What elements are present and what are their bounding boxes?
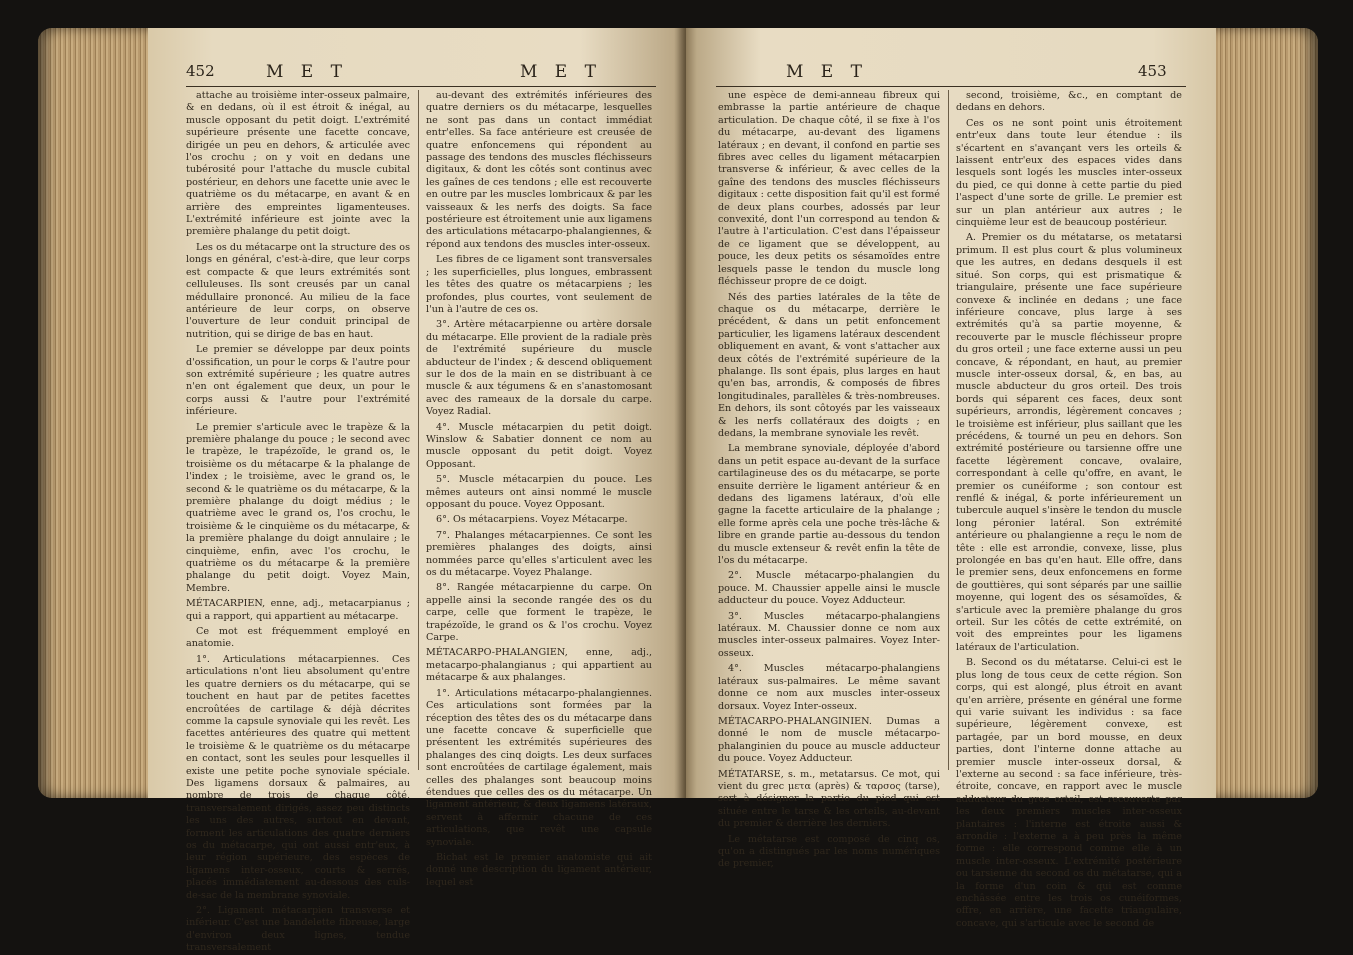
paragraph: Le métatarse est composé de cinq os, qu'on a distingués par les noms numériques de premier, [718,833,940,870]
left-page-edges [38,28,158,798]
right-column-1 [718,90,940,870]
column-rule-left [418,90,419,770]
paragraph: MÉTATARSE, s. m., metatarsus. Ce mot, qui vient du grec μετα (après) & ταρσος (tarse), sert à désigner la partie du pied qui est située entre le tarse & les orteils, au-devant du premier & derrière les derniers. [718,768,940,830]
paragraph: attache au troisième inter-osseux palmaire, & en dedans, où il est étroit & inégal, au muscle opposant du petit doigt. L'extrémité supérieure présente une facette concave, dirigée un peu en dehors, & articulée avec l'os crochu ; on y voit en dedans une tubérosité pour l'attache du muscle cubital postérieur, en dehors une facette unie avec le quatrième os du métacarpe, en avant & en arrière des empreintes ligamenteuses. L'extrémité inférieure est jointe avec la première phalange du petit doigt. [186,90,410,238]
paragraph: Bichat est le premier anatomiste qui ait donné une description du ligament antérieur, lequel est [426,851,652,888]
paragraph: 2°. Muscle métacarpo-phalangien du pouce. M. Chaussier appelle ainsi le muscle adducteur du pouce. Voyez Adducteur. [718,570,940,607]
column-rule-right [948,90,949,770]
paragraph: A. Premier os du métatarse, os metatarsi primum. Il est plus court & plus volumineux que les autres, en dedans desquels il est situé. Son corps, qui est prismatique & triangulaire, présente une face supérieure convexe & inclinée en dedans ; une face inférieure concave, plus large à ses extrémités qu'à sa partie moyenne, & recouverte par le muscle fléchisseur propre du gros orteil ; une face externe aussi un peu concave, & répondant, en haut, au premier muscle inter-osseux dorsal, &, en bas, au muscle abducteur du gros orteil. Des trois bords qui séparent ces faces, deux sont supérieurs, arrondis, légèrement concaves ; le troisième est inférieur, plus saillant que les précédens, & tourné un peu en dehors. Son extrémité postérieure ou tarsienne offre une facette légèrement concave, ovalaire, correspondant à celle qu'offre, en avant, le premier os cunéiforme ; son contour est renflé & inégal, & porte inférieurement un tubercule auquel s'insère le tendon du muscle long péronier latéral. Son extrémité antérieure ou phalangienne a reçu le nom de tête : elle est arrondie, convexe, lisse, plus prolongée en bas qu'en haut. Elle offre, dans le premier sens, deux enfoncemens en forme de gouttières, qui sont séparés par une saillie moyenne, qui logent des os sésamoïdes, & s'articule avec la première phalange du gros orteil. Sur les côtés de cette extrémité, on voit des empreintes pour les ligamens latéraux de l'articulation. [956,232,1182,653]
paragraph: 8°. Rangée métacarpienne du carpe. On appelle ainsi la seconde rangée des os du carpe, celle que forment le trapèze, le trapézoïde, le grand os & l'os crochu. Voyez Carpe. [426,582,652,644]
paragraph: 6°. Os métacarpiens. Voyez Métacarpe. [436,514,628,526]
paragraph: 4°. Muscle métacarpien du petit doigt. Winslow & Sabatier donnent ce nom au muscle opposant du petit doigt. Voyez Opposant. [426,421,652,470]
paragraph: 1°. Articulations métacarpo-phalangiennes. Ces articulations sont formées par la réception des têtes des os du métacarpe dans une facette concave & superficielle que présentent les extrémités supérieures des phalanges des cinq doigts. Les deux surfaces sont encroûtées de cartilage également, mais celles des phalanges sont beaucoup moins étendues que celles des os du métacarpe. Un ligament antérieur, & deux ligamens latéraux, servent à affermir chacune de ces articulations, que revêt une capsule synoviale. [426,687,652,848]
paragraph: MÉTACARPO-PHALANGIEN, enne, adj., metacarpo-phalangianus ; qui appartient au métacarpe & aux phalanges. [426,647,652,684]
right-page [686,28,1216,929]
paragraph: 7°. Phalanges métacarpiennes. Ce sont les premières phalanges des doigts, ainsi nommées parce qu'elles s'articulent avec les os du métacarpe. Voyez Phalange. [426,529,652,579]
paragraph: 4°. Muscles métacarpo-phalangiens latéraux sus-palmaires. Le même savant donne ce nom aux muscles inter-osseux dorsaux. Voyez Inter-osseux. [718,663,940,712]
page-number-left: 452 [186,62,215,80]
paragraph: Ce mot est fréquemment employé en anatomie. [186,626,410,650]
paragraph: Les fibres de ce ligament sont transversales ; les superficielles, plus longues, embrassent les têtes des quatre os métacarpiens ; les profondes, plus courtes, vont seulement de l'un à l'autre de ces os. [426,254,652,315]
paragraph: second, troisième, &c., en comptant de dedans en dehors. [956,90,1182,114]
running-header-right: M E T [786,62,868,82]
paragraph: au-devant des extrémités inférieures des quatre derniers os du métacarpe, lesquelles ne sont pas dans un contact immédiat entr'elles. Sa face antérieure est creusée de quatre enfoncemens qui répondent au passage des tendons des muscles fléchisseurs digitaux, & dont les côtés sont continus avec les gaînes de ces tendons ; elle est recouverte en outre par les muscles lombricaux & par les vaisseaux & les nerfs des doigts. Sa face postérieure est étroitement unie aux ligamens des articulations métacarpo-phalangiennes, & répond aux tendons des muscles inter-osseux. [426,90,652,250]
paragraph: 1°. Articulations métacarpiennes. Ces articulations n'ont lieu absolument qu'entre les quatre derniers os du métacarpe, qui se touchent en haut par de petites facettes encroûtées de cartilage & déjà décrites comme la capsule synoviale qui les revêt. Les facettes antérieures des quatre qui mettent le troisième & le quatrième os du métacarpe en contact, sont les seules pour lesquelles il existe une petite poche synoviale spéciale. Des ligamens dorsaux & palmaires, au nombre de trois de chaque côté, transversalement dirigés, assez peu distincts les uns des autres, surtout en devant, forment les articulations des quatre derniers os du métacarpe, qui ont aussi entr'eux, à leur région supérieure, des espèces de ligamens inter-osseux, courts & serrés, placés immédiatement au-dessous des culs-de-sac de la membrane synoviale. [186,653,410,901]
paragraph: Le premier s'articule avec le trapèze & la première phalange du pouce ; le second avec le trapèze, le trapézoïde, le grand os, le troisième os du métacarpe & la phalange de l'index ; le troisième, avec le grand os, le second & le quatrième os du métacarpe, & la première phalange du doigt médius ; le quatrième avec le grand os, l'os crochu, le troisième & le cinquième os du métacarpe, & la première phalange du doigt annulaire ; le cinquième, enfin, avec l'os crochu, le quatrième os du métacarpe & la première phalange du petit doigt. Voyez Main, Membre. [186,421,410,594]
open-book [38,18,1318,954]
paragraph: Le premier se développe par deux points d'ossification, un pour le corps & l'autre pour son extrémité supérieure ; les quatre autres n'en ont également que deux, un pour le corps aussi & l'autre pour l'extrémité inférieure. [186,344,410,418]
left-page [148,28,688,954]
paragraph: Ces os ne sont point unis étroitement entr'eux dans toute leur étendue : ils s'écartent en s'avançant vers les orteils & laissent entr'eux des espaces vides dans lesquels sont logés les muscles inter-osseux du pied, ce qui donne à cette partie du pied l'aspect d'une sorte de grille. Le premier est sur un plan antérieur aux autres ; le cinquième leur est de beaucoup postérieur. [956,117,1182,229]
header-rule-left [186,86,656,87]
left-column-2 [426,90,652,888]
paragraph: 2°. Ligament métacarpien transverse et inférieur. C'est une bandelette fibreuse, large d'environ deux lignes, tendue transversalement [186,905,410,954]
running-header-left-b: M E T [520,62,602,82]
paragraph: une espèce de demi-anneau fibreux qui embrasse la partie antérieure de chaque articulation. De chaque côté, il se fixe à l'os du métacarpe, au-devant des ligamens latéraux ; en devant, il confond en partie ses fibres avec celles du ligament métacarpien transverse & inférieur, & avec celles de la gaîne des tendons des muscles fléchisseurs digitaux : cette disposition fait qu'il est formé de deux plans courbes, adossés par leur convexité, dont l'un correspond au tendon & l'autre à l'articulation. C'est dans l'épaisseur de ce ligament que se développent, au pouce, les deux petits os sésamoïdes entre lesquels passe le tendon du muscle long fléchisseur propre de ce doigt. [718,90,940,288]
page-number-right: 453 [1138,62,1167,80]
header-rule-right [716,86,1186,87]
left-column-1 [186,90,410,954]
paragraph: Les os du métacarpe ont la structure des os longs en général, c'est-à-dire, que leur corps est compacte & que leurs extrémités sont celluleuses. Ils sont creusés par un canal médullaire prononcé. Au milieu de la face antérieure de leur corps, on observe l'ouverture de leur conduit principal de nutrition, qui se dirige de bas en haut. [186,241,410,340]
running-header-left-a: M E T [266,62,348,82]
paragraph: 5°. Muscle métacarpien du pouce. Les mêmes auteurs ont ainsi nommé le muscle opposant du pouce. Voyez Opposant. [426,474,652,510]
right-column-2 [956,90,1182,929]
paragraph: La membrane synoviale, déployée d'abord dans un petit espace au-devant de la surface cartilagineuse des os du métacarpe, se porte ensuite derrière le ligament antérieur & en dedans des ligamens latéraux, d'où elle gagne la facette articulaire de la phalange ; elle forme après cela une poche très-lâche & libre en grande partie au-dessous du tendon du muscle extenseur & revêt enfin la tête de l'os du métacarpe. [718,443,940,567]
paragraph: 3°. Muscles métacarpo-phalangiens latéraux. M. Chaussier donne ce nom aux muscles inter-osseux palmaires. Voyez Inter-osseux. [718,610,940,659]
right-page-edges [1208,28,1318,798]
paragraph: B. Second os du métatarse. Celui-ci est le plus long de tous ceux de cette région. Son corps, qui est alongé, plus étroit en avant qu'en arrière, présente en général une forme qui varie suivant les individus : sa face supérieure, légèrement convexe, est partagée, par un bord mousse, en deux parties, dont l'interne donne attache au premier muscle inter-osseux dorsal, & l'externe au second : sa face inférieure, très-étroite, concave, en rapport avec le muscle adducteur du gros orteil, est recouverte par les deux premiers muscles inter-osseux plantaires : l'interne est étroite aussi & arrondie : l'externe a à peu près la même forme : elle correspond comme elle à un muscle inter-osseux. L'extrémité postérieure ou tarsienne du second os du métatarse, qui a la forme d'un coin & qui est comme enchâssée entre les trois os cunéiformes, offre, en arrière, une facette triangulaire, concave, qui s'articule avec le second de [956,657,1182,929]
paragraph: Nés des parties latérales de la tête de chaque os du métacarpe, derrière le précédent, & dans un petit enfoncement particulier, les ligamens latéraux descendent obliquement en avant, & vont s'attacher aux deux côtés de l'extrémité supérieure de la phalange. Ils sont épais, plus larges en haut qu'en bas, arrondis, & composés de fibres longitudinales, parallèles & très-nombreuses. En dehors, ils sont côtoyés par les vaisseaux & les nerfs collatéraux des doigts ; en dedans, la membrane synoviale les revêt. [718,291,940,439]
paragraph: 3°. Artère métacarpienne ou artère dorsale du métacarpe. Elle provient de la radiale près de l'extrémité supérieure du muscle abducteur de l'index ; & descend obliquement sur le dos de la main en se distribuant à ce muscle & aux tégumens & en s'anastomosant avec des rameaux de la dorsale du carpe. Voyez Radial. [426,319,652,418]
paragraph: MÉTACARPO-PHALANGINIEN. Dumas a donné le nom de muscle métacarpo-phalanginien du pouce au muscle adducteur du pouce. Voyez Adducteur. [718,715,940,765]
paragraph: MÉTACARPIEN, enne, adj., metacarpianus ; qui a rapport, qui appartient au métacarpe. [186,598,410,622]
